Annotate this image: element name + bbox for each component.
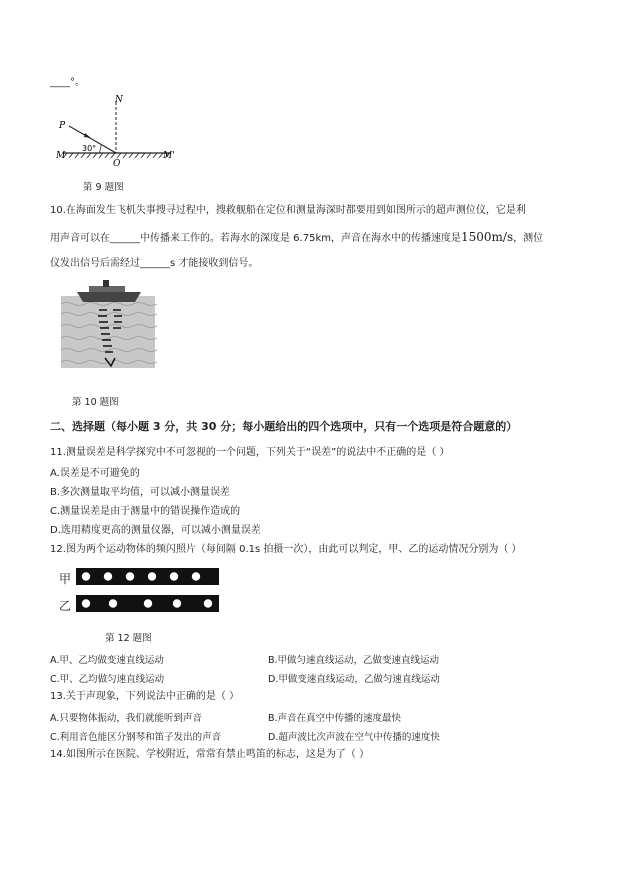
q9-reflection-figure (55, 92, 185, 172)
row-label-jia: 甲 (59, 572, 72, 586)
q10-line3: 仪发出信号后需经过______s 才能接收到信号。 (50, 258, 259, 269)
q10-sonar-figure (59, 280, 157, 370)
strobe-row-yi (76, 595, 219, 612)
label-p: P (59, 121, 66, 131)
q13-option-c: C.利用音色能区分钢琴和笛子发出的声音 (50, 732, 222, 743)
q10-line2a: 用声音可以在______中传播来工作的。若海水的深度是 6.75km，声音在海水中的传播速度是 (50, 233, 461, 244)
q9-caption: 第 9 题图 (83, 182, 124, 193)
strobe-row-jia (76, 568, 219, 585)
q10-line1: 10.在海面发生飞机失事搜寻过程中，搜救舰船在定位和测量海深时都要用到如图所示的超声测位仪，它是利 (50, 205, 526, 216)
q11-stem: 11.测量误差是科学探究中不可忽视的一个问题，下列关于“误差”的说法中不正确的是（ ） (50, 447, 450, 458)
q12-stem: 12.图为两个运动物体的频闪照片（每间隔 0.1s 拍摄一次），由此可以判定，甲、乙的运动情况分别为（ ） (50, 544, 522, 555)
q10-caption: 第 10 题图 (72, 397, 119, 408)
q13-stem: 13.关于声现象，下列说法中正确的是（ ） (50, 691, 240, 702)
label-m-prime: M' (163, 151, 175, 161)
q11-option-a: A.误差是不可避免的 (50, 468, 140, 479)
label-o: O (113, 159, 121, 169)
q13-option-d: D.超声波比次声波在空气中传播的速度快 (268, 732, 440, 743)
row-label-yi: 乙 (59, 599, 72, 613)
label-angle: 30° (82, 144, 97, 153)
q12-option-b: B.甲做匀速直线运动，乙做变速直线运动 (268, 655, 440, 666)
q12-caption: 第 12 题图 (105, 633, 152, 644)
q11-option-c: C.测量误差是由于测量中的错误操作造成的 (50, 506, 241, 517)
q12-option-c: C.甲、乙均做匀速直线运动 (50, 674, 165, 685)
label-m: M (56, 151, 66, 161)
q13-option-b: B.声音在真空中传播的速度最快 (268, 713, 402, 724)
q12-option-d: D.甲做变速直线运动，乙做匀速直线运动 (268, 674, 440, 685)
q13-option-a: A.只要物体振动，我们就能听到声音 (50, 713, 202, 724)
q11-option-b: B.多次测量取平均值，可以减小测量误差 (50, 487, 231, 498)
q10-speed: 1500m/s (460, 230, 514, 244)
q10-line2b: ，测位 (513, 233, 544, 244)
q14-stem: 14.如图所示在医院、学校附近，常常有禁止鸣笛的标志，这是为了（ ） (50, 749, 370, 760)
q12-option-a: A.甲、乙均做变速直线运动 (50, 655, 164, 666)
q9-answer-tail: ____°。 (50, 77, 85, 88)
q11-option-d: D.选用精度更高的测量仪器，可以减小测量误差 (50, 525, 261, 536)
label-n: N (115, 95, 123, 105)
section-title: 二、选择题（每小题 3 分，共 30 分；每小题给出的四个选项中，只有一个选项是符合题意的） (50, 420, 518, 433)
